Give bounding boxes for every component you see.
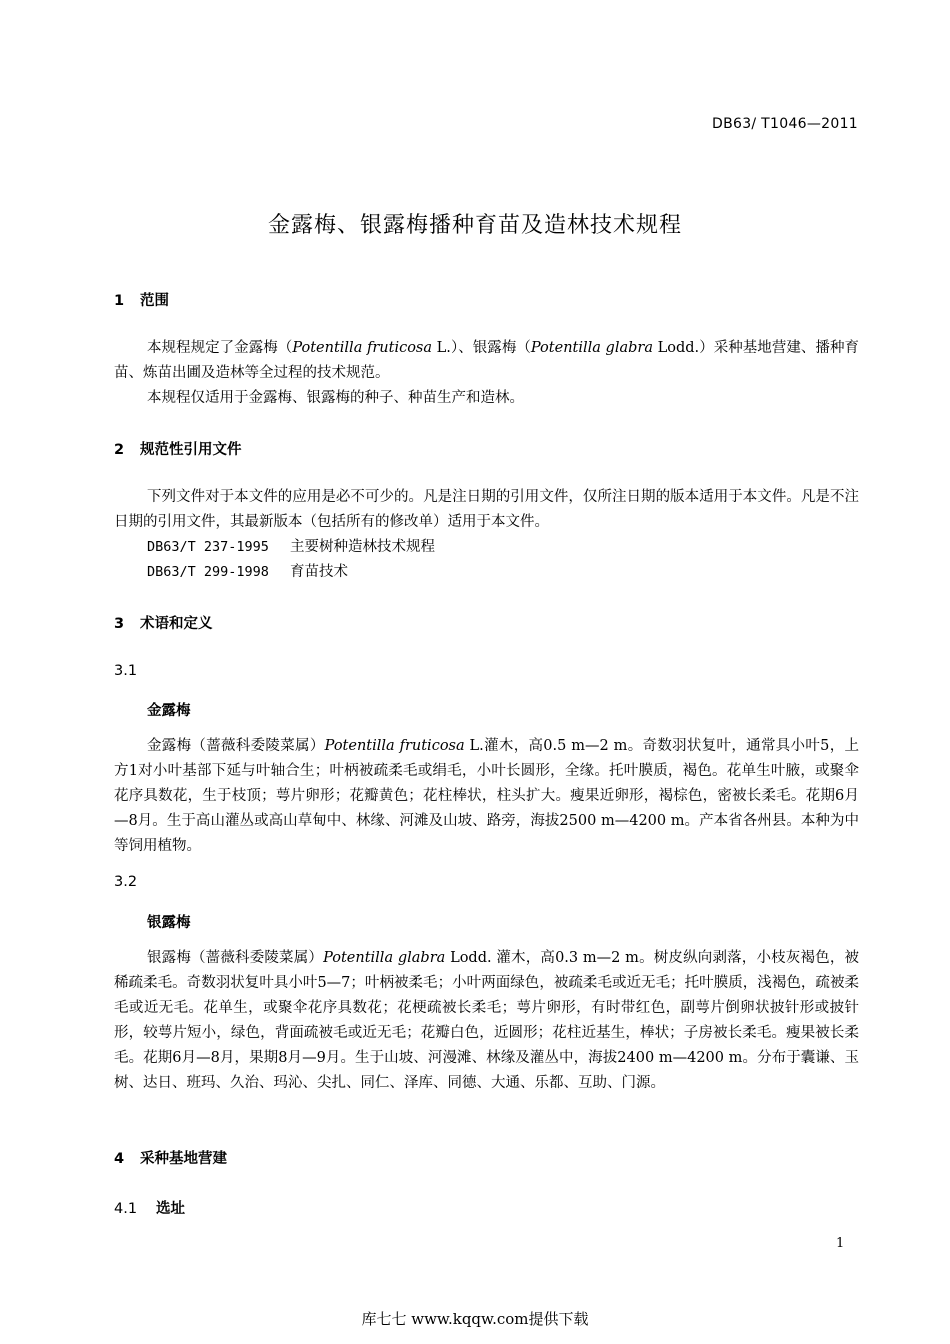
scope-paragraph-2: 本规程仅适用于金露梅、银露梅的种子、种苗生产和造林。: [147, 390, 524, 406]
download-footer: 库七七 www.kqqw.com提供下载: [361, 1310, 589, 1328]
definition-jinloumei: [114, 734, 859, 859]
text-run: L.）、银露梅（: [432, 340, 531, 356]
section-number: 1: [114, 293, 125, 309]
scope-paragraph-1: [114, 336, 859, 386]
text-run: 金露梅（蔷薇科委陵菜属）: [147, 738, 325, 754]
section-number: 4.1: [114, 1201, 138, 1217]
subsection-4-1-heading: [114, 1197, 185, 1218]
section-title: 范围: [140, 293, 169, 309]
text-run: Lodd. 灌木，高0.3 m—2 m。树皮纵向剥落，小枝灰褐色，被稀疏柔毛。奇数羽状复叶具小叶5—7；叶柄被柔毛；小叶两面绿色，被疏柔毛或近无毛；托叶膜质，浅褐色，疏被柔毛或近无毛。花单生，或聚伞花序具数花；花梗疏被长柔毛；萼片卵形，有时带红色，副萼片倒卵状披针形或披针形，较萼片短小，绿色，背面疏被毛或近无毛；花瓣白色，近圆形；花柱近基生，棒状；子房被长柔毛。瘦果被长柔毛。花期6月—8月，果期8月—9月。生于山坡、河漫滩、林缘及灌丛中，海拔2400 m—4200 m。分布于囊谦、玉树、达日、班玛、久治、玛沁、尖扎、同仁、泽库、同德、大通、乐都、互助、门源。: [114, 950, 859, 1091]
term-yinloumei: 银露梅: [147, 915, 191, 931]
section-number: 4: [114, 1151, 125, 1167]
subsection-3-2-number: 3.2: [114, 874, 138, 890]
reference-code: DB63/T 299-1998: [147, 564, 269, 580]
section-title: 规范性引用文件: [140, 442, 242, 458]
reference-name: 主要树种造林技术规程: [290, 539, 435, 555]
section-title: 采种基地营建: [140, 1151, 227, 1167]
text-run: 银露梅（蔷薇科委陵菜属）: [147, 950, 324, 966]
section-2-heading: [114, 438, 242, 459]
text-run: 本规程规定了金露梅（: [147, 340, 293, 356]
section-title: 选址: [156, 1201, 185, 1217]
latin-name: Potentilla glabra: [323, 950, 446, 966]
reference-item: [147, 560, 348, 585]
latin-name: Potentilla glabra: [530, 340, 653, 356]
reference-item: [147, 535, 435, 560]
subsection-3-1-number: 3.1: [114, 663, 138, 679]
reference-name: 育苗技术: [290, 564, 348, 580]
definition-yinloumei: [114, 946, 859, 1096]
section-3-heading: [114, 612, 213, 633]
standard-code: DB63/ T1046—2011: [712, 116, 858, 132]
section-number: 3: [114, 616, 125, 632]
text-run: Lodd.）采种基地营建、播种育苗、炼苗出圃及造林等全过程的技术规范。: [114, 340, 859, 381]
page-number: 1: [836, 1236, 845, 1251]
latin-name: Potentilla fruticosa: [324, 738, 465, 754]
section-number: 2: [114, 442, 125, 458]
reference-code: DB63/T 237-1995: [147, 539, 269, 555]
term-jinloumei: 金露梅: [147, 703, 191, 719]
references-paragraph: 下列文件对于本文件的应用是必不可少的。凡是注日期的引用文件，仅所注日期的版本适用于本文件。凡是不注日期的引用文件，其最新版本（包括所有的修改单）适用于本文件。: [114, 489, 859, 530]
latin-name: Potentilla fruticosa: [292, 340, 433, 356]
section-4-heading: [114, 1147, 227, 1168]
section-1-heading: [114, 289, 169, 310]
section-title: 术语和定义: [140, 616, 213, 632]
document-title: 金露梅、银露梅播种育苗及造林技术规程: [267, 213, 682, 238]
text-run: L.灌木，高0.5 m—2 m。奇数羽状复叶，通常具小叶5，上方1对小叶基部下延与叶轴合生；叶柄被疏柔毛或绢毛，小叶长圆形，全缘。托叶膜质，褐色。花单生叶腋，或聚伞花序具数花，生于枝顶；萼片卵形；花瓣黄色；花柱棒状，柱头扩大。瘦果近卵形，褐棕色，密被长柔毛。花期6月—8月。生于高山灌丛或高山草甸中、林缘、河滩及山坡、路旁，海拔2500 m—4200 m。产本省各州县。本种为中等饲用植物。: [114, 738, 860, 854]
